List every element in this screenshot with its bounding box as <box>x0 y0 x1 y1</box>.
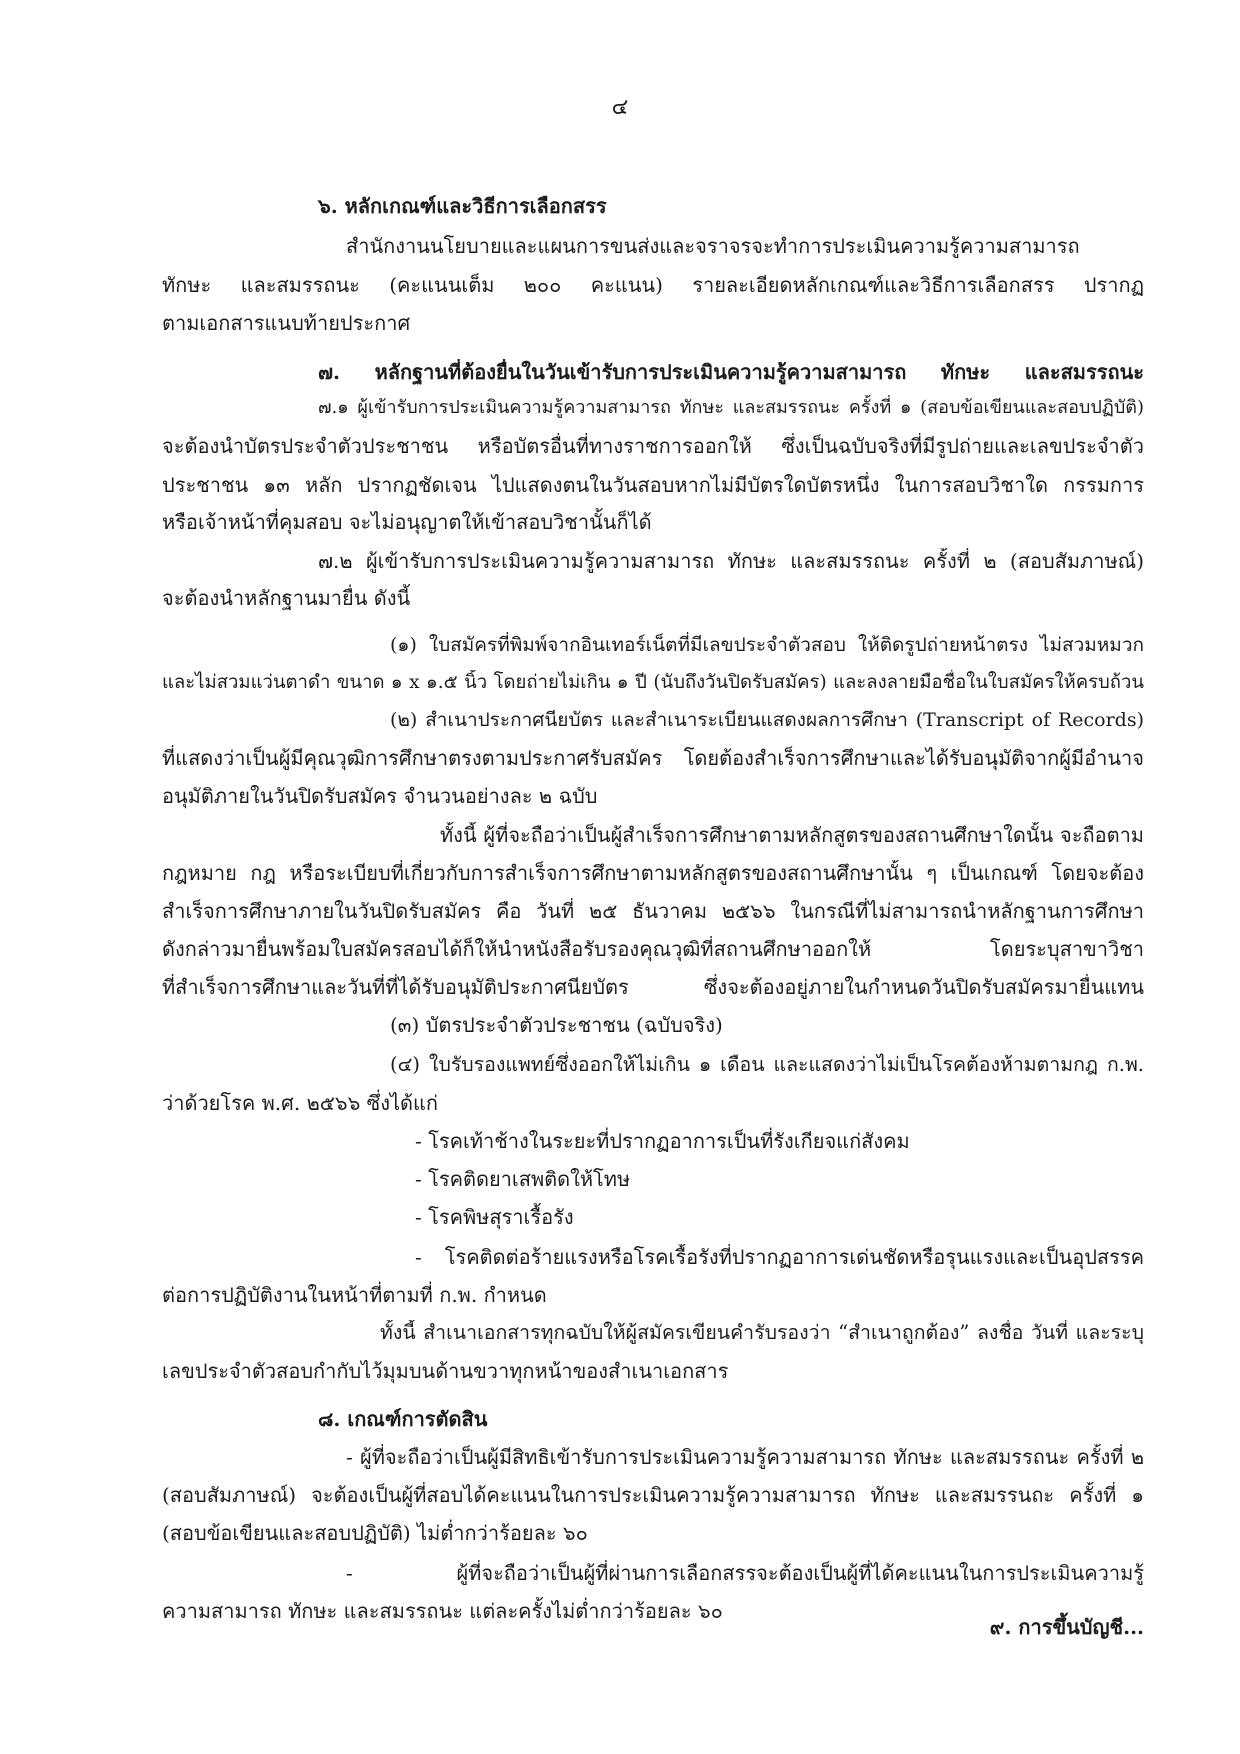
body-line: เลขประจำตัวสอบกำกับไว้มุมบนด้านขวาทุกหน้าของสำเนาเอกสาร <box>162 1359 729 1383</box>
body-line: ที่แสดงว่าเป็นผู้มีคุณวุฒิการศึกษาตรงตามประกาศรับสมัคร โดยต้องสำเร็จการศึกษาและได้รับอนุมัติจากผู้มีอำนาจ <box>162 746 1144 770</box>
body-line: ทั้งนี้ สำเนาเอกสารทุกฉบับให้ผู้สมัครเขียนคำรับรองว่า “สำเนาถูกต้อง” ลงชื่อ วันที่ และระบุ <box>380 1321 1144 1344</box>
body-line: - โรคติดต่อร้ายแรงหรือโรคเรื้อรังที่ปรากฏอาการเด่นชัดหรือรุนแรงและเป็นอุปสรรค <box>415 1245 1144 1269</box>
body-line: (๒) สำเนาประกาศนียบัตร และสำเนาระเบียนแสดงผลการศึกษา (Transcript of Records) <box>390 709 1144 731</box>
body-line: หรือเจ้าหน้าที่คุมสอบ จะไม่อนุญาตให้เข้าสอบวิชานั้นก็ได้ <box>162 510 652 534</box>
body-line: ดังกล่าวมายื่นพร้อมใบสมัครสอบได้ก็ให้นำหนังสือรับรองคุณวุฒิที่สถานศึกษาออกให้ โดยระบุสาขาวิชา <box>162 937 1144 961</box>
body-line: จะต้องนำบัตรประจำตัวประชาชน หรือบัตรอื่นที่ทางราชการออกให้ ซึ่งเป็นฉบับจริงที่มีรูปถ่ายและเลขประจำตัว <box>162 434 1144 458</box>
body-line: ที่สำเร็จการศึกษาและวันที่ที่ได้รับอนุมัติประกาศนียบัตร ซึ่งจะต้องอยู่ภายในกำหนดวันปิดรับสมัครมายื่นแทน <box>162 975 1144 999</box>
section-heading: ๗. หลักฐานที่ต้องยื่นในวันเข้ารับการประเมินความรู้ความสามารถ ทักษะ และสมรรถนะ <box>318 360 1144 384</box>
section-heading: ๖. หลักเกณฑ์และวิธีการเลือกสรร <box>318 194 607 218</box>
body-line: ทั้งนี้ ผู้ที่จะถือว่าเป็นผู้สำเร็จการศึกษาตามหลักสูตรของสถานศึกษาใดนั้น จะถือตาม <box>440 823 1144 847</box>
body-line: ประชาชน ๑๓ หลัก ปรากฏชัดเจน ไปแสดงตนในวันสอบหากไม่มีบัตรใดบัตรหนึ่ง ในการสอบวิชาใด กรรมการ <box>162 473 1144 497</box>
body-line: กฎหมาย กฎ หรือระเบียบที่เกี่ยวกับการสำเร็จการศึกษาตามหลักสูตรของสถานศึกษานั้น ๆ เป็นเกณฑ์ โดยจะต้อง <box>162 861 1144 885</box>
body-line: - โรคเท้าช้างในระยะที่ปรากฏอาการเป็นที่รังเกียจแก่สังคม <box>415 1129 910 1153</box>
body-line: สำเร็จการศึกษาภายในวันปิดรับสมัคร คือ วันที่ ๒๕ ธันวาคม ๒๕๖๖ ในกรณีที่ไม่สามารถนำหลักฐานการศึกษา <box>162 899 1144 923</box>
body-line: - โรคพิษสุราเรื้อรัง <box>415 1205 574 1229</box>
body-line: ว่าด้วยโรค พ.ศ. ๒๕๖๖ ซึ่งได้แก่ <box>162 1091 439 1115</box>
body-line: (สอบสัมภาษณ์) จะต้องเป็นผู้ที่สอบได้คะแนนในการประเมินความรู้ความสามารถ ทักษะ และสมรรนถะ ครั้งที่ ๑ <box>162 1483 1144 1507</box>
body-line: - ผู้ที่จะถือว่าเป็นผู้ที่ผ่านการเลือกสรรจะต้องเป็นผู้ที่ได้คะแนนในการประเมินความรู้ <box>346 1561 1144 1585</box>
body-line: (๑) ใบสมัครที่พิมพ์จากอินเทอร์เน็ตที่มีเลขประจำตัวสอบ ให้ติดรูปถ่ายหน้าตรง ไม่สวมหมวก <box>390 634 1144 656</box>
body-line: - ผู้ที่จะถือว่าเป็นผู้มีสิทธิเข้ารับการประเมินความรู้ความสามารถ ทักษะ และสมรรถนะ ครั้งที่ ๒ <box>346 1445 1144 1469</box>
body-line: สำนักงานนโยบายและแผนการขนส่งและจราจรจะทำการประเมินความรู้ความสามารถ <box>346 234 1080 258</box>
next-page-continuation: ๙. การขึ้นบัญชี... <box>989 1615 1144 1639</box>
body-line: จะต้องนำหลักฐานมายื่น ดังนี้ <box>162 586 411 610</box>
body-line: ความสามารถ ทักษะ และสมรรถนะ แต่ละครั้งไม่ต่ำกว่าร้อยละ ๖๐ <box>162 1599 723 1623</box>
body-line: (๔) ใบรับรองแพทย์ซึ่งออกให้ไม่เกิน ๑ เดือน และแสดงว่าไม่เป็นโรคต้องห้ามตามกฎ ก.พ. <box>390 1053 1144 1076</box>
body-line: ต่อการปฏิบัติงานในหน้าที่ตามที่ ก.พ. กำหนด <box>162 1283 547 1307</box>
page-number: ๔ <box>611 95 629 120</box>
body-line: (สอบข้อเขียนและสอบปฏิบัติ) ไม่ต่ำกว่าร้อยละ ๖๐ <box>162 1521 588 1545</box>
body-line: และไม่สวมแว่นตาดำ ขนาด ๑ x ๑.๕ นิ้ว โดยถ่ายไม่เกิน ๑ ปี (นับถึงวันปิดรับสมัคร) และลงลายมือชื่อในใบสมัครให้ครบถ้วน <box>162 672 1144 693</box>
body-line: ๗.๑ ผู้เข้ารับการประเมินความรู้ความสามารถ ทักษะ และสมรรถนะ ครั้งที่ ๑ (สอบข้อเขียนและสอบปฏิบัติ) <box>318 397 1144 418</box>
body-line: ทักษะ และสมรรถนะ (คะแนนเต็ม ๒๐๐ คะแนน) รายละเอียดหลักเกณฑ์และวิธีการเลือกสรร ปรากฏ <box>162 273 1144 297</box>
body-line: ตามเอกสารแนบท้ายประกาศ <box>162 311 411 335</box>
body-line: - โรคติดยาเสพติดให้โทษ <box>415 1167 631 1191</box>
body-line: อนุมัติภายในวันปิดรับสมัคร จำนวนอย่างละ ๒ ฉบับ <box>162 784 598 808</box>
section-heading: ๘. เกณฑ์การตัดสิน <box>318 1407 488 1431</box>
body-line: ๗.๒ ผู้เข้ารับการประเมินความรู้ความสามารถ ทักษะ และสมรรถนะ ครั้งที่ ๒ (สอบสัมภาษณ์) <box>318 549 1144 573</box>
body-line: (๓) บัตรประจำตัวประชาชน (ฉบับจริง) <box>390 1013 723 1037</box>
